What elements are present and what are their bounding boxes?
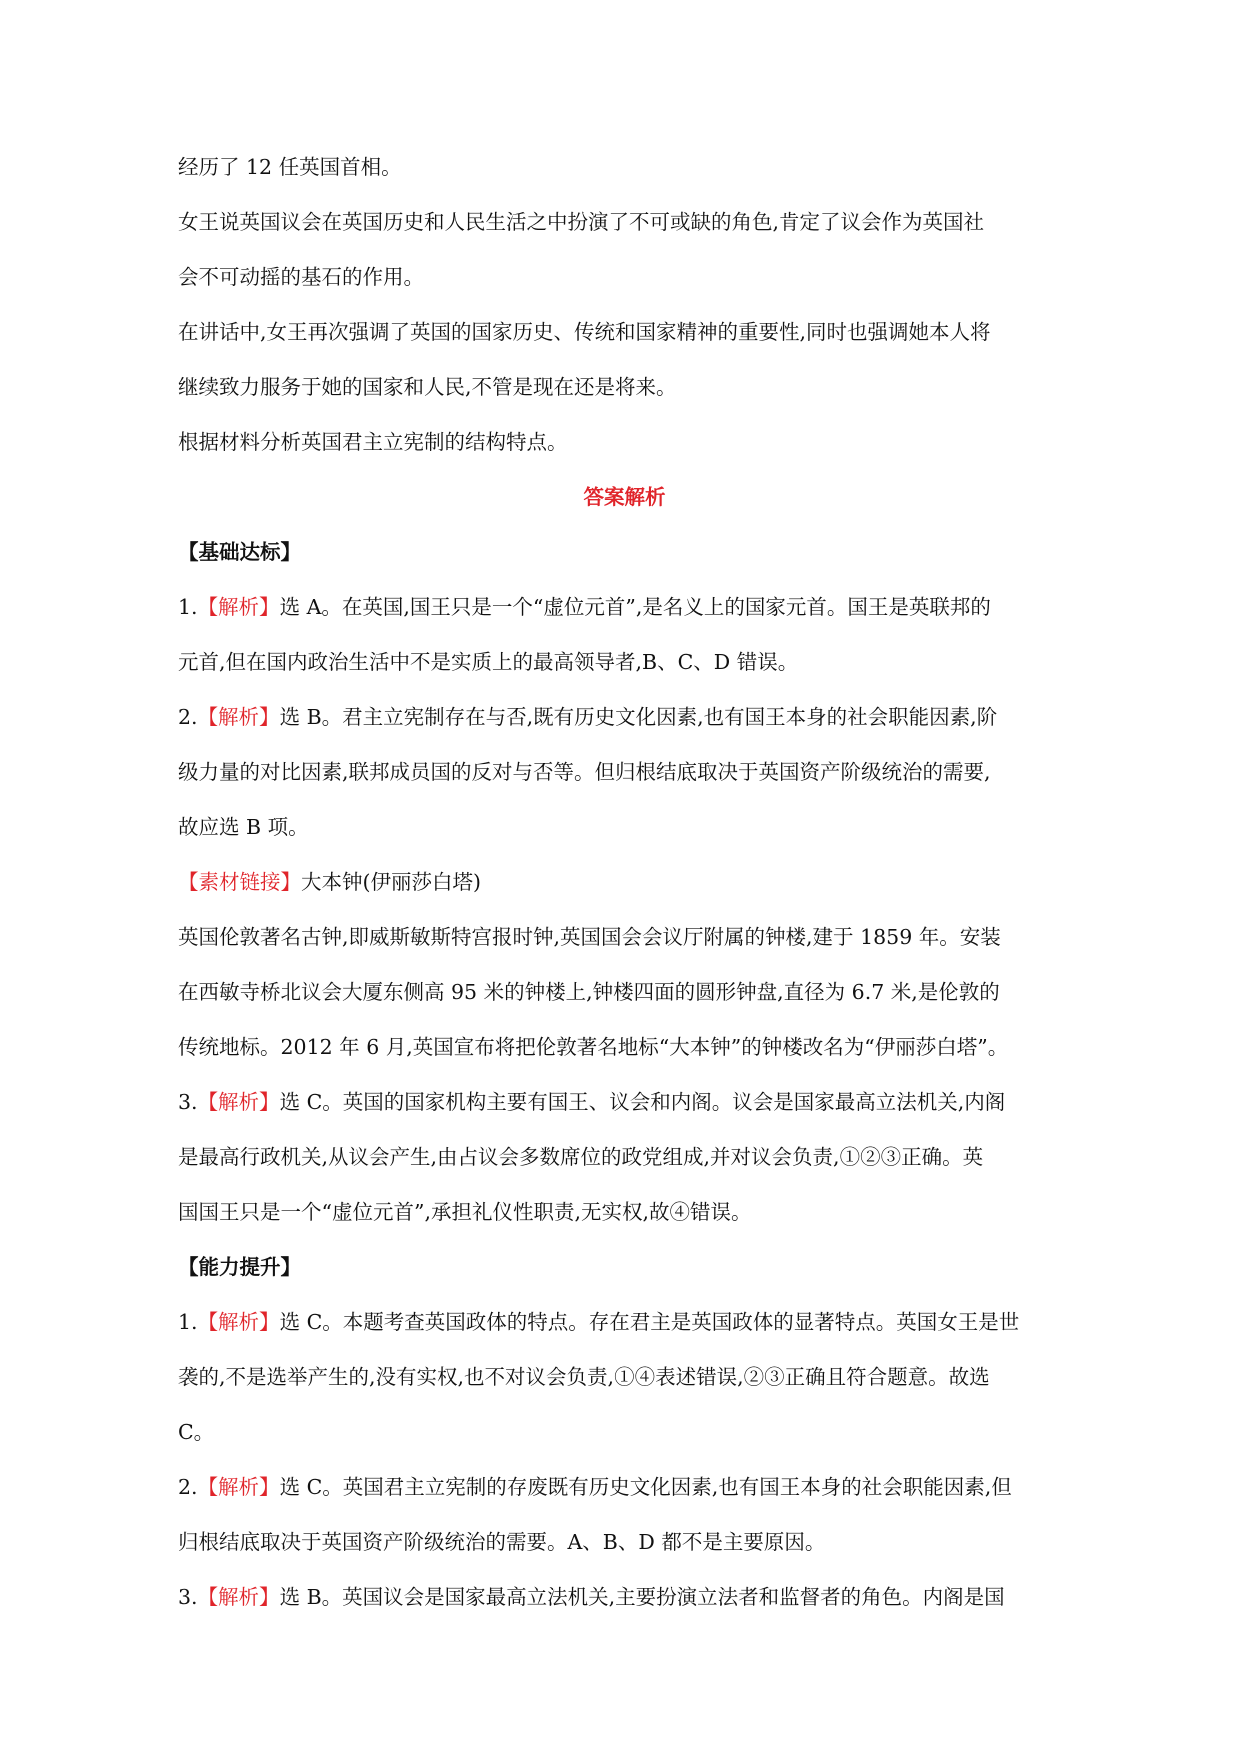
- question-number: 3.: [178, 1585, 198, 1609]
- analysis-tag: 【解析】: [197, 1090, 280, 1114]
- material-line-2: 在西敏寺桥北议会大厦东侧高 95 米的钟楼上,钟楼四面的圆形钟盘,直径为 6.7 米,是伦敦的: [178, 980, 1000, 1004]
- analysis-tag: 【解析】: [197, 705, 280, 729]
- basic-q1-line-2: 元首,但在国内政治生活中不是实质上的最高领导者,B、C、D 错误。: [178, 650, 799, 674]
- material-tag: 【素材链接】: [178, 870, 301, 894]
- section-heading-advanced: 【能力提升】: [178, 1255, 301, 1279]
- analysis-tag: 【解析】: [197, 595, 280, 619]
- analysis-text: 选 B。英国议会是国家最高立法机关,主要扮演立法者和监督者的角色。内阁是国: [279, 1585, 1005, 1609]
- material-line-3: 传统地标。2012 年 6 月,英国宣布将把伦敦著名地标“大本钟”的钟楼改名为“伊丽莎白塔”。: [178, 1035, 1009, 1059]
- basic-q2-line-3: 故应选 B 项。: [178, 815, 309, 839]
- material-title: 大本钟(伊丽莎白塔): [301, 870, 481, 894]
- analysis-tag: 【解析】: [197, 1585, 280, 1609]
- material-link-title: [178, 867, 1071, 922]
- basic-q3-line-1: [178, 1087, 1071, 1142]
- intro-line-3: 会不可动摇的基石的作用。: [178, 265, 424, 289]
- section-heading-basic: 【基础达标】: [178, 540, 301, 564]
- advanced-q2-line-1: [178, 1472, 1071, 1527]
- basic-q2-line-1: [178, 702, 1071, 757]
- basic-q3-line-3: 国国王只是一个“虚位元首”,承担礼仪性职责,无实权,故④错误。: [178, 1200, 752, 1224]
- analysis-text: 选 C。英国君主立宪制的存废既有历史文化因素,也有国王本身的社会职能因素,但: [279, 1475, 1012, 1499]
- analysis-tag: 【解析】: [197, 1310, 280, 1334]
- intro-line-1: 经历了 12 任英国首相。: [178, 155, 402, 179]
- analysis-text: 选 A。在英国,国王只是一个“虚位元首”,是名义上的国家元首。国王是英联邦的: [279, 595, 991, 619]
- question-number: 3.: [178, 1090, 198, 1114]
- question-number: 1.: [178, 1310, 198, 1334]
- basic-q3-line-2: 是最高行政机关,从议会产生,由占议会多数席位的政党组成,并对议会负责,①②③正确。英: [178, 1145, 984, 1169]
- advanced-q3-line-1: [178, 1582, 1071, 1637]
- advanced-q1-line-3: C。: [178, 1420, 215, 1444]
- advanced-q1-line-2: 袭的,不是选举产生的,没有实权,也不对议会负责,①④表述错误,②③正确且符合题意。故选: [178, 1365, 990, 1389]
- answer-title: 答案解析: [583, 485, 666, 509]
- question-number: 2.: [178, 705, 198, 729]
- analysis-text: 选 C。英国的国家机构主要有国王、议会和内阁。议会是国家最高立法机关,内阁: [279, 1090, 1006, 1114]
- intro-line-4: 在讲话中,女王再次强调了英国的国家历史、传统和国家精神的重要性,同时也强调她本人将: [178, 320, 991, 344]
- intro-line-5: 继续致力服务于她的国家和人民,不管是现在还是将来。: [178, 375, 677, 399]
- intro-line-2: 女王说英国议会在英国历史和人民生活之中扮演了不可或缺的角色,肯定了议会作为英国社: [178, 210, 985, 234]
- question-number: 2.: [178, 1475, 198, 1499]
- analysis-text: 选 C。本题考查英国政体的特点。存在君主是英国政体的显著特点。英国女王是世: [279, 1310, 1020, 1334]
- analysis-text: 选 B。君主立宪制存在与否,既有历史文化因素,也有国王本身的社会职能因素,阶: [279, 705, 998, 729]
- intro-question: 根据材料分析英国君主立宪制的结构特点。: [178, 430, 568, 454]
- analysis-tag: 【解析】: [197, 1475, 280, 1499]
- basic-q2-line-2: 级力量的对比因素,联邦成员国的反对与否等。但归根结底取决于英国资产阶级统治的需要,: [178, 760, 991, 784]
- material-line-1: 英国伦敦著名古钟,即威斯敏斯特宫报时钟,英国国会会议厅附属的钟楼,建于 1859 年。安装: [178, 925, 1001, 949]
- advanced-q2-line-2: 归根结底取决于英国资产阶级统治的需要。A、B、D 都不是主要原因。: [178, 1530, 826, 1554]
- question-number: 1.: [178, 595, 198, 619]
- advanced-q1-line-1: [178, 1307, 1071, 1362]
- basic-q1-line-1: [178, 592, 1071, 647]
